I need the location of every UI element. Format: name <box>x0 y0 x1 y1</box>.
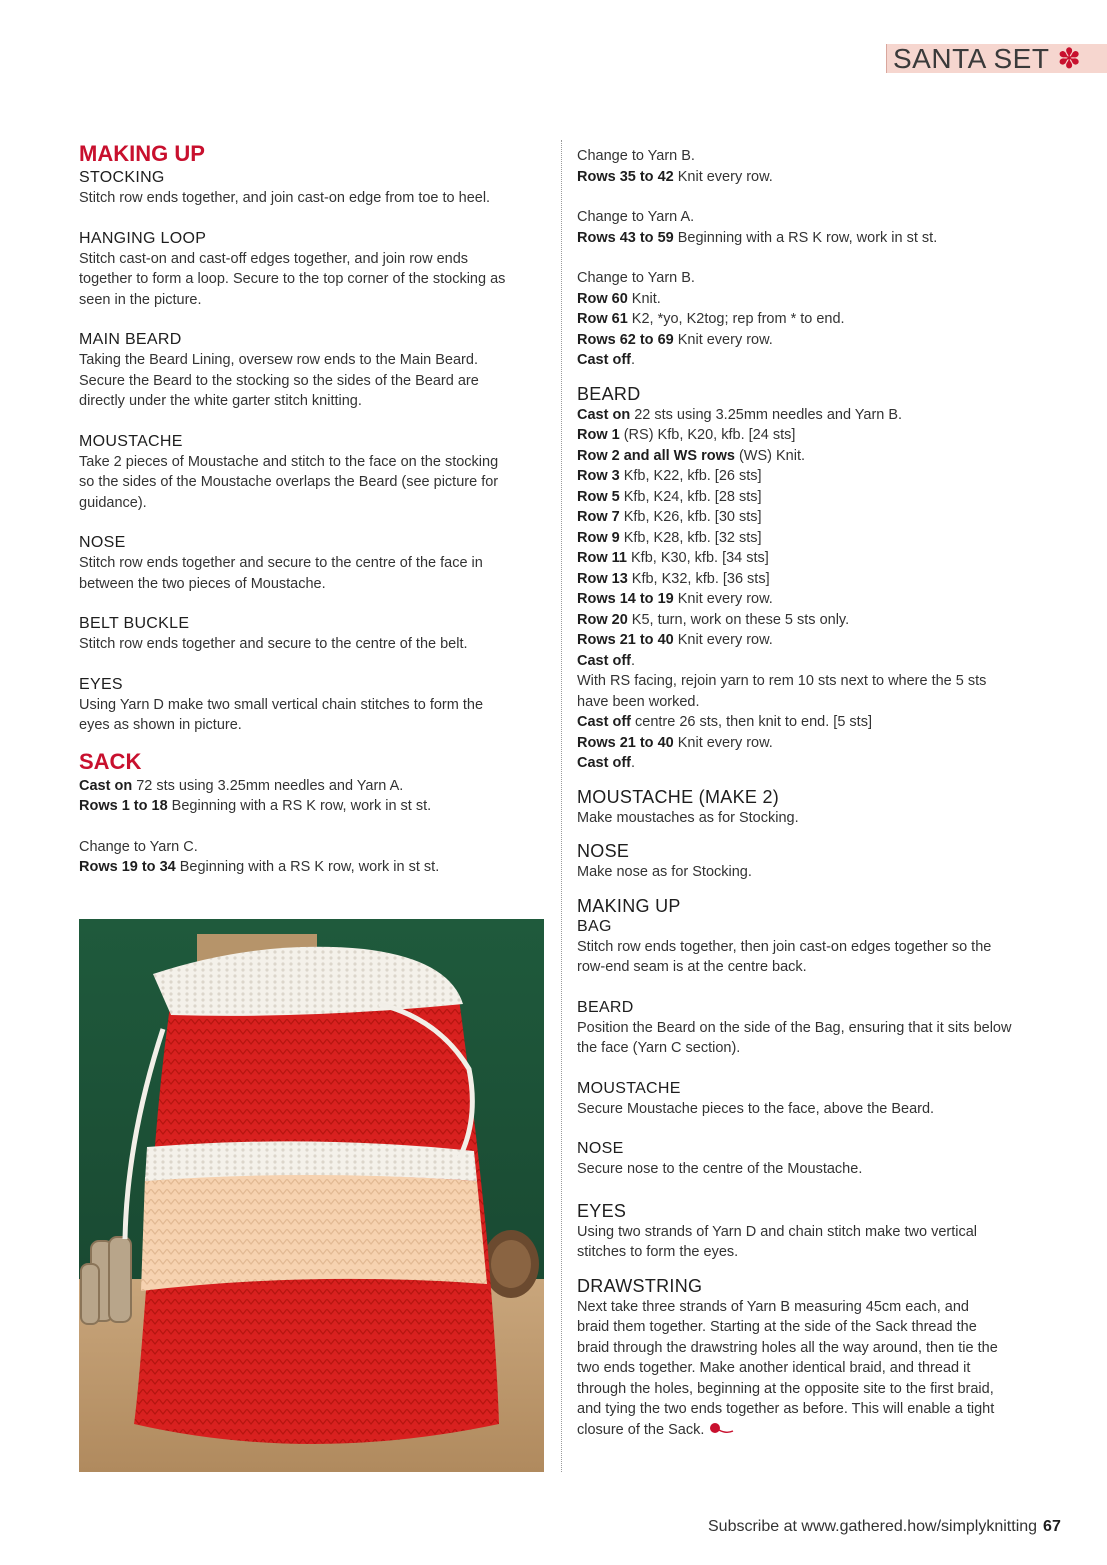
moustache-heading: MOUSTACHE <box>79 432 183 450</box>
main-beard-text: Taking the Beard Lining, oversew row ends to the Main Beard. Secure the Beard to the stocking so the sides of the Beard are directly under the white garter stitch knitting. <box>79 352 479 409</box>
hanging-loop-heading: HANGING LOOP <box>79 229 207 247</box>
hanging-loop-text: Stitch cast-on and cast-off edges together, and join row ends together to form a loop. Secure to the top corner of the stocking as seen in the picture. <box>79 250 506 308</box>
page-number: 67 <box>1043 1518 1061 1535</box>
drawstring-heading: DRAWSTRING <box>577 1275 703 1296</box>
bag-text: Stitch row ends together, then join cast-on edges together so the row-end seam is at the centre back. <box>577 938 992 975</box>
bag-moustache-text: Secure Moustache pieces to the face, above the Beard. <box>577 1100 935 1117</box>
nose-heading: NOSE <box>79 534 126 551</box>
bag-beard-text: Position the Beard on the side of the Bag, ensuring that it sits below the face (Yarn C section). <box>577 1019 1012 1056</box>
moustache-make2-text: Make moustaches as for Stocking. <box>577 809 799 826</box>
section-tab-label: SANTA SET <box>893 42 1050 74</box>
left-column <box>79 140 544 878</box>
belt-buckle-text: Stitch row ends together and secure to the centre of the belt. <box>79 636 468 652</box>
nose-text: Stitch row ends together and secure to the centre of the face in between the two pieces of Moustache. <box>79 555 483 592</box>
bag-beard-heading: BEARD <box>577 998 634 1016</box>
sack-continued: Change to Yarn B. Rows 35 to 42 Knit every row. Change to Yarn A. Rows 43 to 59 Beginning with a RS K row, work in st st. Change to Yarn B. Row 60 Knit. Row 61 K2, *yo, K2tog; rep from * to end. Rows 62 to 69 Knit every row. Cast off. <box>577 148 938 368</box>
bag-eyes-heading: EYES <box>577 1200 627 1221</box>
moustache-text: Take 2 pieces of Moustache and stitch to the face on the stocking so the sides of the Moustache overlaps the Beard (see picture for guidance). <box>79 453 499 511</box>
right-column <box>577 146 1057 1440</box>
bag-nose-text: Secure nose to the centre of the Moustache. <box>577 1161 863 1177</box>
belt-buckle-heading: BELT BUCKLE <box>79 615 190 632</box>
knitted-santa-sack-photo <box>79 919 544 1472</box>
bag-heading: BAG <box>577 917 612 935</box>
main-beard-heading: MAIN BEARD <box>79 331 182 348</box>
beard-heading: BEARD <box>577 383 641 404</box>
moustache-make2-heading: MOUSTACHE (MAKE 2) <box>577 786 780 807</box>
eyes-text: Using Yarn D make two small vertical chain stitches to form the eyes as shown in picture. <box>79 696 484 733</box>
eyes-heading: EYES <box>79 675 123 693</box>
stocking-subtitle: STOCKING <box>79 169 165 186</box>
nose-make-text: Make nose as for Stocking. <box>577 864 752 880</box>
sack-title: SACK <box>79 748 142 774</box>
drawstring-text: Next take three strands of Yarn B measuring 45cm each, and braid them together. Starting at the side of the Sack thread the braid through the drawstring holes all the way around, then tie the two ends together. Make another identical braid, and thread it through the holes, beginning at the opposite site to the first braid, and tying the two ends together as before. This will enable a tight closure of the Sack. <box>577 1297 1057 1441</box>
making-up-bag-heading: MAKING UP <box>577 895 681 916</box>
footer <box>708 1518 1061 1536</box>
column-divider <box>561 140 562 1472</box>
bag-eyes-text: Using two strands of Yarn D and chain stitch make two vertical stitches to form the eyes. <box>577 1223 978 1260</box>
nose-make-heading: NOSE <box>577 841 630 861</box>
subscribe-link[interactable]: Subscribe at www.gathered.how/simplyknitting <box>708 1518 1038 1535</box>
asterisk-flower-icon: ✽ <box>1057 42 1081 74</box>
making-up-title: MAKING UP <box>79 141 205 166</box>
bag-moustache-heading: MOUSTACHE <box>577 1079 681 1097</box>
bag-nose-heading: NOSE <box>577 1140 624 1157</box>
yarn-ball-end-icon <box>708 1420 734 1441</box>
beard-pattern: Cast on 22 sts using 3.25mm needles and Yarn B. Row 1 (RS) Kfb, K20, kfb. [24 sts] Row 2 and all WS rows (WS) Knit. Row 3 Kfb, K22, kfb. [26 sts] Row 5 Kfb, K24, kfb. [28 sts] Row 7 Kfb, K26, kfb. [30 sts] Row 9 Kfb, K28, kfb. [32 sts] Row 11 Kfb, K30, kfb. [34 sts] Row 13 Kfb, K32, kfb. [36 sts] Rows 14 to 19 Knit every row. Row 20 K5, turn, work on these 5 sts only. Rows 21 to 40 Knit every row. Cast off. With RS facing, rejoin yarn to rem 10 sts next to where the 5 sts have been worked. Cast off centre 26 sts, then knit to end. [5 sts] Rows 21 to 40 Knit every row. Cast off. <box>577 406 987 771</box>
section-tab <box>886 44 1107 73</box>
sack-instructions: Cast on 72 sts using 3.25mm needles and Yarn A. Rows 1 to 18 Beginning with a RS K row, work in st st. Change to Yarn C. Rows 19 to 34 Beginning with a RS K row, work in st st. <box>79 777 440 875</box>
stocking-text: Stitch row ends together, and join cast-on edge from toe to heel. <box>79 190 491 206</box>
